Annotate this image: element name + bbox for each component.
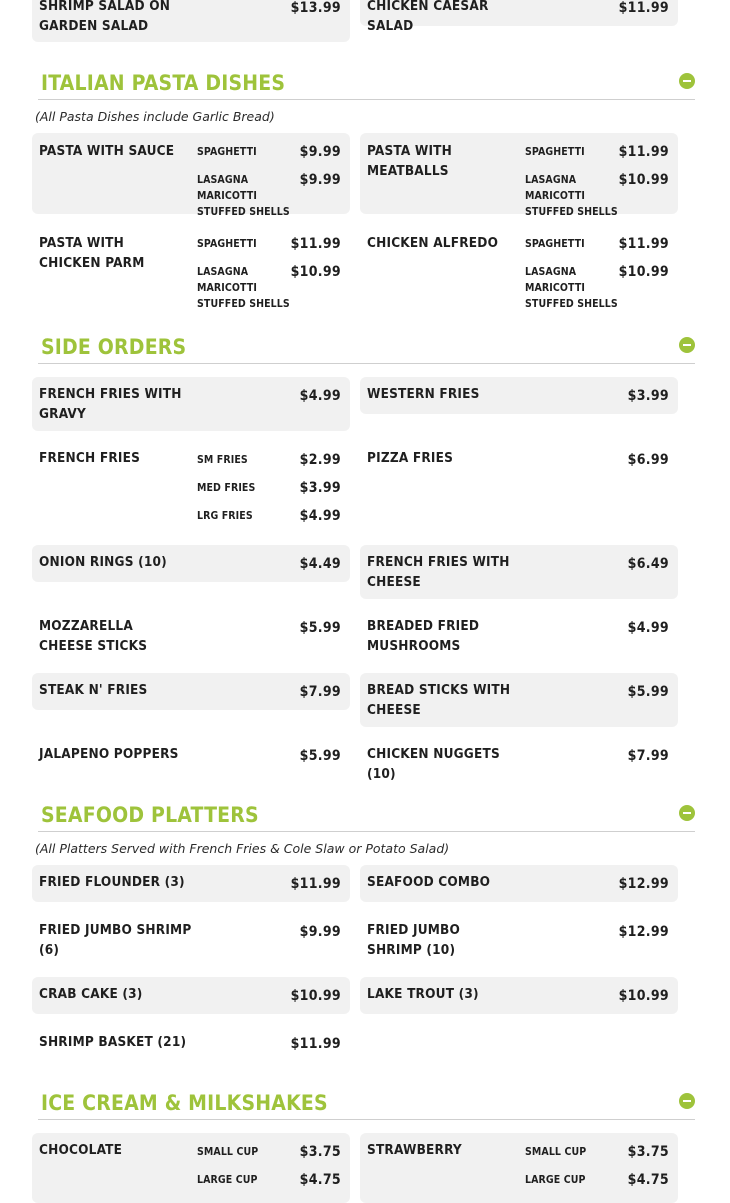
- section-title-pasta: ITALIAN PASTA DISHES: [41, 71, 286, 95]
- menu-item-name: WESTERN FRIES: [367, 386, 480, 402]
- minus-circle-icon[interactable]: [679, 1093, 695, 1109]
- menu-item-price: $6.99: [627, 452, 669, 468]
- menu-item-card: [360, 737, 678, 782]
- menu-item-price: $13.99: [290, 0, 341, 16]
- option-price: $10.99: [618, 172, 669, 188]
- menu-item-name: SHRIMP BASKET (21): [39, 1034, 187, 1050]
- menu-item-price: $5.99: [627, 684, 669, 700]
- menu-item-name: PASTA WITH MEATBALLS: [367, 143, 453, 179]
- menu-item-name: PIZZA FRIES: [367, 450, 454, 466]
- option-label: SPAGHETTI: [197, 238, 257, 250]
- menu-item-card: [32, 133, 350, 218]
- option-label: LARGE CUP: [525, 1174, 586, 1186]
- minus-circle-icon[interactable]: [679, 805, 695, 821]
- section-note-pasta: (All Pasta Dishes include Garlic Bread): [35, 109, 275, 124]
- menu-item-name: CHICKEN CAESAR SALAD: [367, 0, 489, 34]
- menu-item-name: FRIED FLOUNDER (3): [39, 874, 185, 890]
- menu-item-price: $12.99: [618, 876, 669, 892]
- menu-item-card: [360, 441, 678, 481]
- menu-item-price: $11.99: [618, 0, 669, 16]
- option-price: $11.99: [618, 236, 669, 252]
- menu-item-card: [360, 865, 678, 902]
- menu-item-price: $10.99: [618, 988, 669, 1004]
- option-price: $9.99: [299, 144, 341, 160]
- menu-item-name: FRENCH FRIES: [39, 450, 141, 466]
- menu-item-name: JALAPENO POPPERS: [39, 746, 179, 762]
- menu-item-price: $7.99: [299, 684, 341, 700]
- menu-item-card: [32, 377, 350, 431]
- option-label: SMALL CUP: [197, 1146, 259, 1158]
- option-price: $10.99: [290, 264, 341, 280]
- menu-item-price: $4.49: [299, 556, 341, 572]
- option-price: $9.99: [299, 172, 341, 188]
- menu-item-name: BREAD STICKS WITH CHEESE: [367, 682, 511, 718]
- option-label: SPAGHETTI: [525, 238, 585, 250]
- section-note-seafood: (All Platters Served with French Fries & Cole Slaw or Potato Salad): [35, 841, 450, 856]
- menu-item-name: STEAK N' FRIES: [39, 682, 148, 698]
- menu-item-name: CHICKEN ALFREDO: [367, 235, 499, 251]
- option-label: LARGE CUP: [197, 1174, 258, 1186]
- menu-item-card: [360, 545, 678, 599]
- option-price: $3.75: [299, 1144, 341, 1160]
- menu-item-price: $5.99: [299, 620, 341, 636]
- menu-item-price: $11.99: [290, 1036, 341, 1052]
- menu-item-card: [360, 977, 678, 1014]
- option-price: $4.99: [299, 508, 341, 524]
- option-price: $11.99: [618, 144, 669, 160]
- menu-item-name: SEAFOOD COMBO: [367, 874, 491, 890]
- menu-item-price: $6.49: [627, 556, 669, 572]
- menu-item-name: CHOCOLATE: [39, 1142, 123, 1158]
- menu-item-card: [360, 377, 678, 414]
- option-label: MED FRIES: [197, 482, 256, 494]
- section-divider: [38, 1119, 695, 1120]
- menu-item-price: $7.99: [627, 748, 669, 764]
- menu-item-name: FRIED JUMBO SHRIMP (10): [367, 922, 461, 958]
- minus-circle-icon[interactable]: [679, 73, 695, 89]
- menu-item-card: [32, 1025, 350, 1062]
- menu-item-card: [360, 133, 678, 218]
- section-title-seafood: SEAFOOD PLATTERS: [41, 803, 259, 827]
- option-label: LASAGNA MARICOTTI STUFFED SHELLS: [197, 174, 290, 218]
- menu-item-name: FRENCH FRIES WITH GRAVY: [39, 386, 182, 422]
- menu-item-name: PASTA WITH CHICKEN PARM: [39, 235, 145, 271]
- menu-item-name: PASTA WITH SAUCE: [39, 143, 175, 159]
- option-price: $10.99: [618, 264, 669, 280]
- option-label: SMALL CUP: [525, 1146, 587, 1158]
- menu-item-price: $9.99: [299, 924, 341, 940]
- minus-circle-icon[interactable]: [679, 337, 695, 353]
- option-label: SM FRIES: [197, 454, 248, 466]
- menu-item-card: [32, 0, 350, 42]
- menu-item-card: [32, 865, 350, 902]
- menu-item-card: [360, 1133, 678, 1203]
- menu-item-price: $11.99: [290, 876, 341, 892]
- option-label: SPAGHETTI: [525, 146, 585, 158]
- menu-item-card: [32, 737, 350, 774]
- menu-item-price: $10.99: [290, 988, 341, 1004]
- option-price: $4.75: [627, 1172, 669, 1188]
- option-label: LASAGNA MARICOTTI STUFFED SHELLS: [197, 266, 290, 310]
- option-price: $4.75: [299, 1172, 341, 1188]
- section-divider: [38, 363, 695, 364]
- section-title-sides: SIDE ORDERS: [41, 335, 187, 359]
- option-price: $11.99: [290, 236, 341, 252]
- menu-item-card: [32, 1133, 350, 1203]
- option-label: LASAGNA MARICOTTI STUFFED SHELLS: [525, 266, 618, 310]
- section-title-icecream: ICE CREAM & MILKSHAKES: [41, 1091, 328, 1115]
- section-divider: [38, 831, 695, 832]
- menu-item-price: $5.99: [299, 748, 341, 764]
- menu-item-name: LAKE TROUT (3): [367, 986, 479, 1002]
- menu-item-name: ONION RINGS (10): [39, 554, 167, 570]
- menu-item-price: $12.99: [618, 924, 669, 940]
- menu-item-name: CRAB CAKE (3): [39, 986, 143, 1002]
- menu-item-card: [32, 609, 350, 663]
- menu-item-card: [32, 673, 350, 710]
- option-label: LRG FRIES: [197, 510, 253, 522]
- menu-item-price: $3.99: [627, 388, 669, 404]
- option-price: $3.75: [627, 1144, 669, 1160]
- menu-item-card: [32, 225, 350, 310]
- menu-item-card: [32, 441, 350, 533]
- menu-item-card: [360, 913, 678, 967]
- menu-item-card: [32, 913, 350, 958]
- menu-item-name: STRAWBERRY: [367, 1142, 462, 1158]
- menu-item-name: FRENCH FRIES WITH CHEESE: [367, 554, 510, 590]
- menu-item-card: [32, 545, 350, 582]
- section-divider: [38, 99, 695, 100]
- menu-item-price: $4.99: [627, 620, 669, 636]
- menu-item-name: MOZZARELLA CHEESE STICKS: [39, 618, 148, 654]
- menu-item-price: $4.99: [299, 388, 341, 404]
- menu-item-card: [32, 977, 350, 1014]
- menu-item-card: [360, 673, 678, 727]
- menu-item-card: [360, 0, 678, 34]
- menu-item-name: BREADED FRIED MUSHROOMS: [367, 618, 480, 654]
- option-label: LASAGNA MARICOTTI STUFFED SHELLS: [525, 174, 618, 218]
- option-price: $3.99: [299, 480, 341, 496]
- menu-item-name: SHRIMP SALAD ON GARDEN SALAD: [39, 0, 171, 34]
- menu-item-card: [360, 225, 678, 310]
- option-price: $2.99: [299, 452, 341, 468]
- menu-item-name: FRIED JUMBO SHRIMP (6): [39, 922, 192, 958]
- menu-item-name: CHICKEN NUGGETS (10): [367, 746, 500, 782]
- option-label: SPAGHETTI: [197, 146, 257, 158]
- menu-item-card: [360, 609, 678, 663]
